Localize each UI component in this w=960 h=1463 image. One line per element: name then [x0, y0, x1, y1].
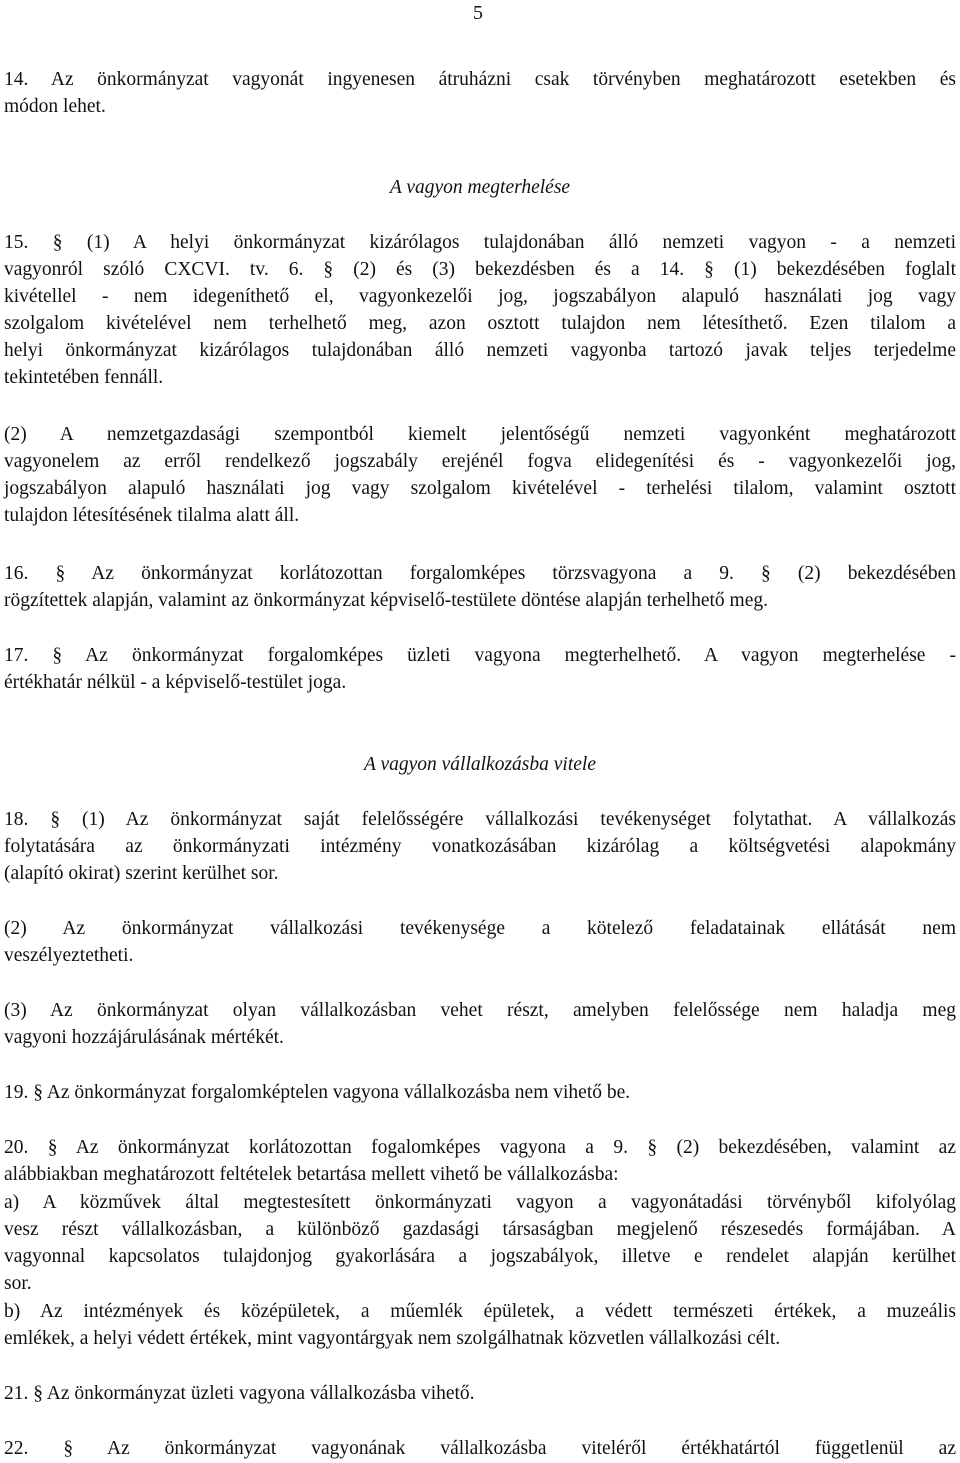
paragraph-line: rögzítettek alapján, valamint az önkormányzat képviselő-testülete döntése alapján terhelhető meg.: [4, 590, 768, 611]
paragraph-line: tekintetében fennáll.: [4, 367, 164, 388]
paragraph-line: (2) A nemzetgazdasági szempontból kiemelt jelentőségű nemzeti vagyonként meghatározott: [4, 424, 956, 445]
section-heading: A vagyon vállalkozásba vitele: [364, 754, 596, 775]
paragraph-line: módon lehet.: [4, 96, 106, 117]
paragraph-line: a) A közművek által megtestesített önkormányzati vagyon a vagyonátadási törvényből kifolyólag: [4, 1192, 956, 1213]
paragraph-line: sor.: [4, 1273, 32, 1294]
paragraph-line: vagyonnal kapcsolatos tulajdonjog gyakorlására a jogszabályok, illetve e rendelet alapján kerülhet: [4, 1246, 956, 1267]
paragraph-line: helyi önkormányzat kizárólagos tulajdonában álló nemzeti vagyonba tartozó javak teljes terjedelme: [4, 340, 956, 361]
paragraph-line: 19. § Az önkormányzat forgalomképtelen vagyona vállalkozásba nem vihető be.: [4, 1082, 631, 1103]
paragraph-line: 16. § Az önkormányzat korlátozottan forgalomképes törzsvagyona a 9. § (2) bekezdésében: [4, 563, 956, 584]
paragraph-line: jogszabályon alapuló használati jog vagy szolgalom kivételével - terhelési tilalom, valamint osztott: [4, 478, 956, 499]
paragraph-line: 18. § (1) Az önkormányzat saját felelősségére vállalkozási tevékenységet folytathat. A vállalkozás: [4, 809, 956, 830]
paragraph-line: vagyonról szóló CXCVI. tv. 6. § (2) és (3) bekezdésben és a 14. § (1) bekezdésében foglalt: [4, 259, 956, 280]
paragraph-line: folytatására az önkormányzati intézmény vonatkozásában kizárólag a költségvetési alapokmány: [4, 836, 956, 857]
paragraph-line: 22. § Az önkormányzat vagyonának vállalkozásba viteléről értékhatártól függetlenül az: [4, 1438, 956, 1459]
paragraph-line: 17. § Az önkormányzat forgalomképes üzleti vagyona megterhelhető. A vagyon megterhelése -: [4, 645, 956, 666]
paragraph-line: szolgalom kivételével nem terhelhető meg, azon osztott tulajdon nem létesíthető. Ezen tilalom a: [4, 313, 956, 334]
paragraph-line: 15. § (1) A helyi önkormányzat kizárólagos tulajdonában álló nemzeti vagyon - a nemzeti: [4, 232, 956, 253]
paragraph-line: b) Az intézmények és középületek, a műemlék épületek, a védett természeti értékek, a muzeális: [4, 1301, 956, 1322]
paragraph-line: 20. § Az önkormányzat korlátozottan fogalomképes vagyona a 9. § (2) bekezdésében, valamint az: [4, 1137, 956, 1158]
paragraph-line: (2) Az önkormányzat vállalkozási tevékenysége a kötelező feladatainak ellátását nem: [4, 918, 956, 939]
paragraph-line: emlékek, a helyi védett értékek, mint vagyontárgyak nem szolgálhatnak közvetlen vállalkozási célt.: [4, 1328, 781, 1349]
paragraph-line: alábbiakban meghatározott feltételek betartása mellett vihető be vállalkozásba:: [4, 1164, 619, 1185]
paragraph-line: értékhatár nélkül - a képviselő-testület joga.: [4, 672, 347, 693]
paragraph-line: veszélyeztetheti.: [4, 945, 134, 966]
paragraph-line: 14. Az önkormányzat vagyonát ingyenesen átruházni csak törvényben meghatározott esetekben és: [4, 69, 956, 90]
paragraph-line: kivétellel - nem idegeníthető el, vagyonkezelői jog, jogszabályon alapuló használati jog vagy: [4, 286, 956, 307]
paragraph-line: 21. § Az önkormányzat üzleti vagyona vállalkozásba vihető.: [4, 1383, 475, 1404]
paragraph-line: tulajdon létesítésének tilalma alatt áll.: [4, 505, 300, 526]
paragraph-line: (alapító okirat) szerint kerülhet sor.: [4, 863, 279, 884]
section-heading: A vagyon megterhelése: [389, 177, 571, 198]
paragraph-line: vagyoni hozzájárulásának mértékét.: [4, 1027, 284, 1048]
paragraph-line: vagyonelem az erről rendelkező jogszabály erejénél fogva elidegenítési és - vagyonkezelői jog,: [4, 451, 956, 472]
paragraph-line: vesz részt vállalkozásban, a különböző gazdasági társaságban megjelenő részesedés formájában. A: [4, 1219, 956, 1240]
paragraph-line: (3) Az önkormányzat olyan vállalkozásban vehet részt, amelyben felelőssége nem haladja meg: [4, 1000, 956, 1021]
page-number: 5: [473, 2, 483, 24]
